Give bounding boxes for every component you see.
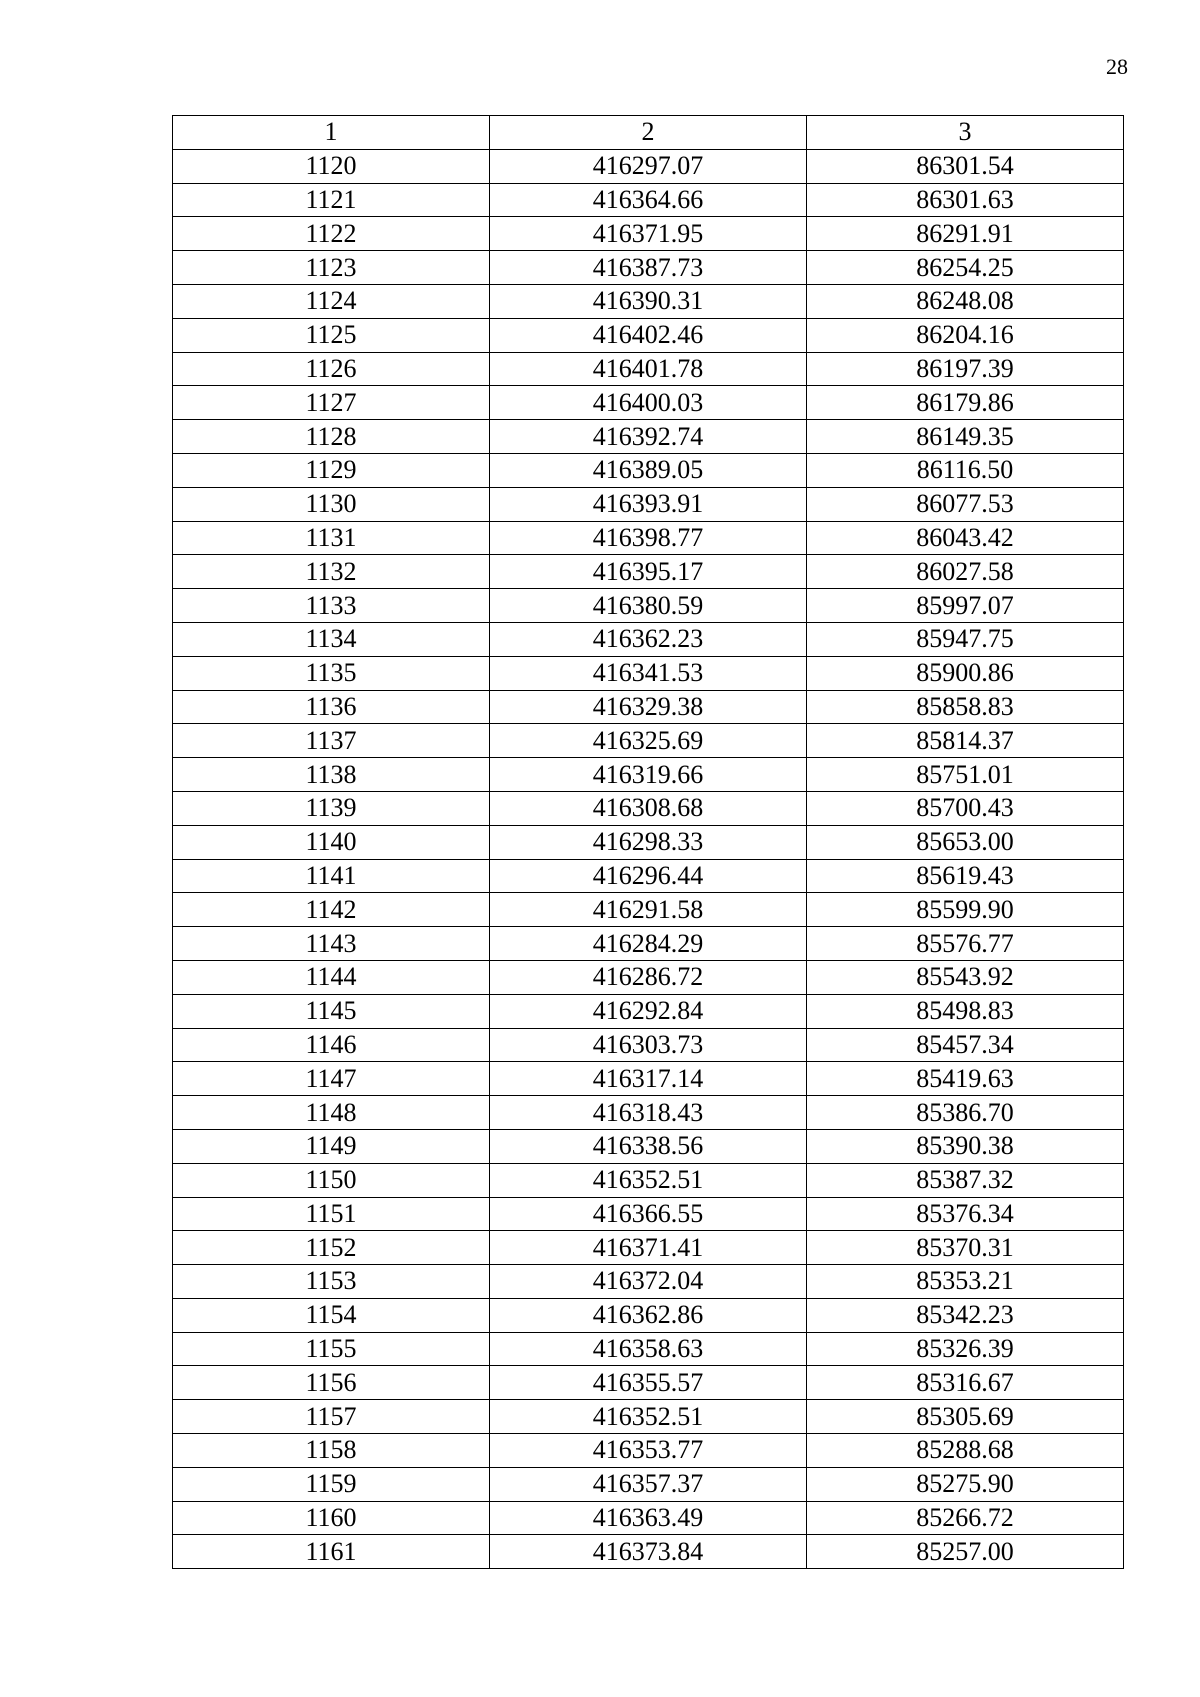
y-coordinate-cell: 85576.77 [807,927,1124,961]
y-coordinate-cell: 86179.86 [807,386,1124,420]
table-row [173,1197,1124,1231]
x-coordinate-cell: 416291.58 [490,893,807,927]
x-coordinate-cell: 416401.78 [490,352,807,386]
x-coordinate-cell: 416402.46 [490,318,807,352]
y-coordinate-cell: 85858.83 [807,690,1124,724]
x-coordinate-cell: 416392.74 [490,420,807,454]
point-number-cell: 1141 [173,859,490,893]
point-number-cell: 1157 [173,1400,490,1434]
x-coordinate-cell: 416318.43 [490,1096,807,1130]
y-coordinate-cell: 86149.35 [807,420,1124,454]
x-coordinate-cell: 416352.51 [490,1400,807,1434]
point-number-cell: 1126 [173,352,490,386]
table-row [173,284,1124,318]
x-coordinate-cell: 416373.84 [490,1535,807,1569]
table-row [173,1096,1124,1130]
table-row [173,420,1124,454]
x-coordinate-cell: 416362.86 [490,1298,807,1332]
x-coordinate-cell: 416393.91 [490,487,807,521]
x-coordinate-cell: 416284.29 [490,927,807,961]
y-coordinate-cell: 85387.32 [807,1163,1124,1197]
point-number-cell: 1148 [173,1096,490,1130]
point-number-cell: 1138 [173,758,490,792]
point-number-cell: 1121 [173,183,490,217]
x-coordinate-cell: 416308.68 [490,791,807,825]
point-number-cell: 1154 [173,1298,490,1332]
point-number-cell: 1130 [173,487,490,521]
point-number-cell: 1149 [173,1129,490,1163]
x-coordinate-cell: 416358.63 [490,1332,807,1366]
point-number-cell: 1152 [173,1231,490,1265]
table-row [173,1366,1124,1400]
y-coordinate-cell: 85814.37 [807,724,1124,758]
x-coordinate-cell: 416357.37 [490,1467,807,1501]
y-coordinate-cell: 85316.67 [807,1366,1124,1400]
y-coordinate-cell: 86043.42 [807,521,1124,555]
table-header [173,116,1124,150]
table-row [173,1062,1124,1096]
table-row [173,656,1124,690]
point-number-cell: 1136 [173,690,490,724]
y-coordinate-cell: 86077.53 [807,487,1124,521]
x-coordinate-cell: 416371.41 [490,1231,807,1265]
table-row [173,1163,1124,1197]
y-coordinate-cell: 85700.43 [807,791,1124,825]
table-row [173,1501,1124,1535]
y-coordinate-cell: 85370.31 [807,1231,1124,1265]
table-row [173,791,1124,825]
y-coordinate-cell: 85376.34 [807,1197,1124,1231]
point-number-cell: 1131 [173,521,490,555]
point-number-cell: 1139 [173,791,490,825]
header-col-1: 1 [173,116,490,150]
x-coordinate-cell: 416398.77 [490,521,807,555]
x-coordinate-cell: 416366.55 [490,1197,807,1231]
y-coordinate-cell: 85498.83 [807,994,1124,1028]
point-number-cell: 1153 [173,1265,490,1299]
point-number-cell: 1159 [173,1467,490,1501]
y-coordinate-cell: 85342.23 [807,1298,1124,1332]
table-row [173,724,1124,758]
table-row [173,318,1124,352]
table-row [173,1467,1124,1501]
point-number-cell: 1155 [173,1332,490,1366]
table-row [173,825,1124,859]
table-row [173,521,1124,555]
y-coordinate-cell: 86301.54 [807,149,1124,183]
x-coordinate-cell: 416292.84 [490,994,807,1028]
x-coordinate-cell: 416390.31 [490,284,807,318]
x-coordinate-cell: 416319.66 [490,758,807,792]
x-coordinate-cell: 416352.51 [490,1163,807,1197]
point-number-cell: 1145 [173,994,490,1028]
table-row [173,386,1124,420]
table-row [173,1332,1124,1366]
table-row [173,893,1124,927]
table-row [173,622,1124,656]
y-coordinate-cell: 86027.58 [807,555,1124,589]
y-coordinate-cell: 86254.25 [807,251,1124,285]
point-number-cell: 1160 [173,1501,490,1535]
header-row [173,116,1124,150]
table-row [173,453,1124,487]
y-coordinate-cell: 85599.90 [807,893,1124,927]
x-coordinate-cell: 416355.57 [490,1366,807,1400]
x-coordinate-cell: 416353.77 [490,1434,807,1468]
x-coordinate-cell: 416341.53 [490,656,807,690]
point-number-cell: 1124 [173,284,490,318]
y-coordinate-cell: 85997.07 [807,589,1124,623]
y-coordinate-cell: 85751.01 [807,758,1124,792]
point-number-cell: 1123 [173,251,490,285]
point-number-cell: 1122 [173,217,490,251]
y-coordinate-cell: 86197.39 [807,352,1124,386]
y-coordinate-cell: 85619.43 [807,859,1124,893]
x-coordinate-cell: 416395.17 [490,555,807,589]
x-coordinate-cell: 416338.56 [490,1129,807,1163]
x-coordinate-cell: 416387.73 [490,251,807,285]
header-col-2: 2 [490,116,807,150]
table-row [173,1265,1124,1299]
y-coordinate-cell: 85947.75 [807,622,1124,656]
x-coordinate-cell: 416362.23 [490,622,807,656]
x-coordinate-cell: 416371.95 [490,217,807,251]
point-number-cell: 1144 [173,960,490,994]
point-number-cell: 1146 [173,1028,490,1062]
point-number-cell: 1133 [173,589,490,623]
table-row [173,1535,1124,1569]
y-coordinate-cell: 85457.34 [807,1028,1124,1062]
y-coordinate-cell: 85305.69 [807,1400,1124,1434]
point-number-cell: 1132 [173,555,490,589]
x-coordinate-cell: 416296.44 [490,859,807,893]
y-coordinate-cell: 85419.63 [807,1062,1124,1096]
table-row [173,1298,1124,1332]
point-number-cell: 1151 [173,1197,490,1231]
point-number-cell: 1134 [173,622,490,656]
y-coordinate-cell: 85275.90 [807,1467,1124,1501]
table-row [173,352,1124,386]
x-coordinate-cell: 416298.33 [490,825,807,859]
y-coordinate-cell: 85353.21 [807,1265,1124,1299]
point-number-cell: 1125 [173,318,490,352]
table-row [173,994,1124,1028]
table-row [173,589,1124,623]
coordinates-table [172,115,1124,1569]
x-coordinate-cell: 416389.05 [490,453,807,487]
point-number-cell: 1143 [173,927,490,961]
table-row [173,927,1124,961]
table-body [173,149,1124,1568]
x-coordinate-cell: 416364.66 [490,183,807,217]
table-row [173,859,1124,893]
table-row [173,1129,1124,1163]
table-row [173,1231,1124,1265]
x-coordinate-cell: 416363.49 [490,1501,807,1535]
table-row [173,960,1124,994]
point-number-cell: 1156 [173,1366,490,1400]
y-coordinate-cell: 85543.92 [807,960,1124,994]
table-row [173,758,1124,792]
x-coordinate-cell: 416297.07 [490,149,807,183]
y-coordinate-cell: 85653.00 [807,825,1124,859]
y-coordinate-cell: 86116.50 [807,453,1124,487]
table-row [173,690,1124,724]
point-number-cell: 1150 [173,1163,490,1197]
table-row [173,487,1124,521]
y-coordinate-cell: 86291.91 [807,217,1124,251]
x-coordinate-cell: 416317.14 [490,1062,807,1096]
point-number-cell: 1127 [173,386,490,420]
y-coordinate-cell: 85266.72 [807,1501,1124,1535]
x-coordinate-cell: 416303.73 [490,1028,807,1062]
point-number-cell: 1128 [173,420,490,454]
y-coordinate-cell: 85390.38 [807,1129,1124,1163]
table-row [173,555,1124,589]
y-coordinate-cell: 86204.16 [807,318,1124,352]
table-row [173,251,1124,285]
table-row [173,183,1124,217]
x-coordinate-cell: 416380.59 [490,589,807,623]
point-number-cell: 1129 [173,453,490,487]
y-coordinate-cell: 85257.00 [807,1535,1124,1569]
page-number: 28 [1106,54,1128,79]
table-row [173,217,1124,251]
x-coordinate-cell: 416372.04 [490,1265,807,1299]
point-number-cell: 1158 [173,1434,490,1468]
point-number-cell: 1147 [173,1062,490,1096]
table-row [173,1400,1124,1434]
table-row [173,1028,1124,1062]
point-number-cell: 1120 [173,149,490,183]
y-coordinate-cell: 85386.70 [807,1096,1124,1130]
x-coordinate-cell: 416286.72 [490,960,807,994]
point-number-cell: 1137 [173,724,490,758]
y-coordinate-cell: 85326.39 [807,1332,1124,1366]
y-coordinate-cell: 85900.86 [807,656,1124,690]
point-number-cell: 1135 [173,656,490,690]
y-coordinate-cell: 85288.68 [807,1434,1124,1468]
x-coordinate-cell: 416400.03 [490,386,807,420]
point-number-cell: 1161 [173,1535,490,1569]
x-coordinate-cell: 416325.69 [490,724,807,758]
header-col-3: 3 [807,116,1124,150]
point-number-cell: 1142 [173,893,490,927]
table-row [173,1434,1124,1468]
y-coordinate-cell: 86301.63 [807,183,1124,217]
point-number-cell: 1140 [173,825,490,859]
table-row [173,149,1124,183]
x-coordinate-cell: 416329.38 [490,690,807,724]
y-coordinate-cell: 86248.08 [807,284,1124,318]
